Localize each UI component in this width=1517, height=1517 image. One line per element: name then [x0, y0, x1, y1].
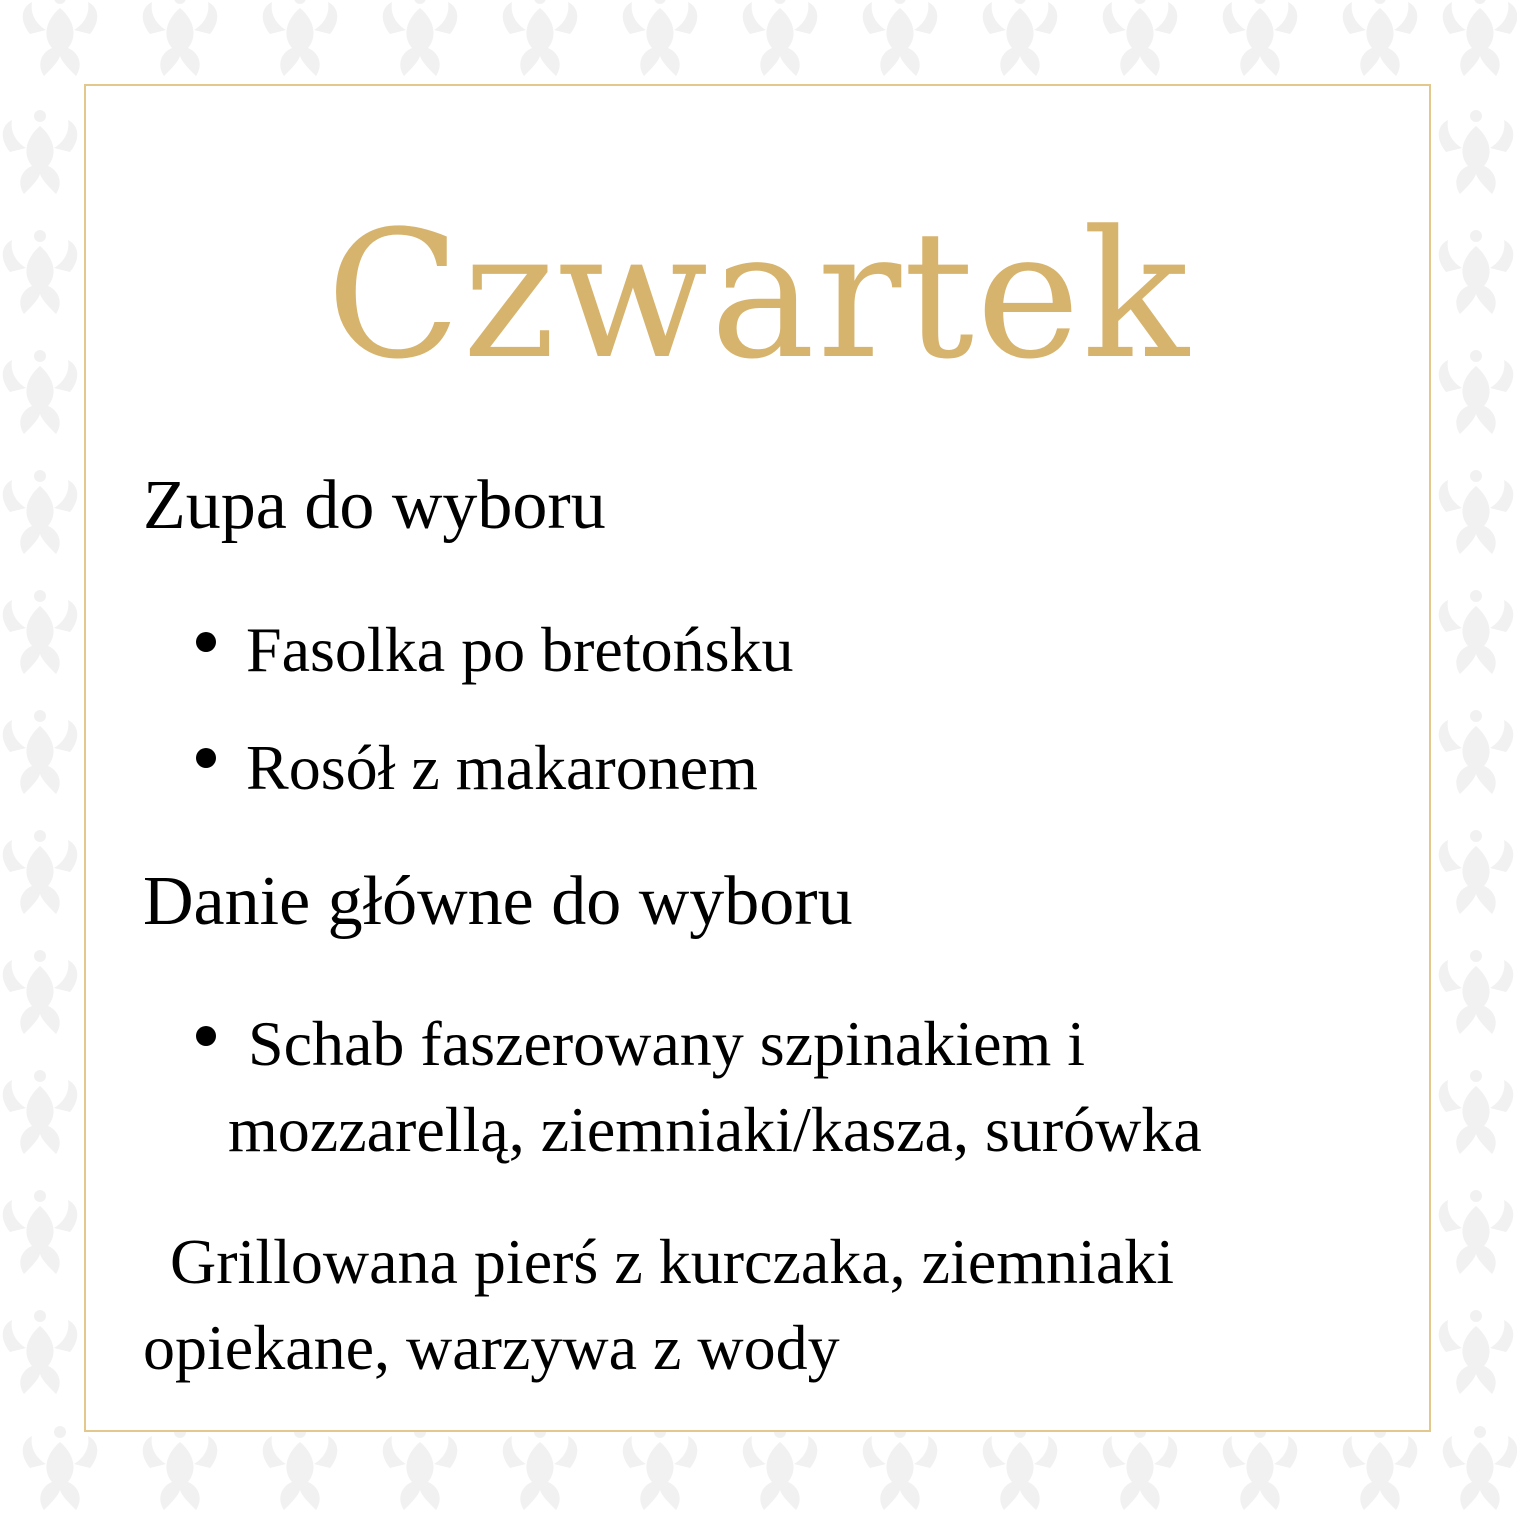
bullet-icon [196, 1026, 216, 1046]
soup-item-1: Fasolka po bretońsku [246, 614, 794, 685]
bullet-icon [196, 632, 216, 652]
main-course-heading: Danie główne do wyboru [143, 863, 853, 940]
day-title: Czwartek [326, 193, 1191, 398]
soup-item-2: Rosół z makaronem [246, 732, 758, 803]
main-item-1-line-1: Schab faszerowany szpinakiem i [248, 1008, 1086, 1079]
main-item-2-line-1: Grillowana pierś z kurczaka, ziemniaki [170, 1226, 1174, 1297]
main-item-1-line-2: mozzarellą, ziemniaki/kasza, surówka [228, 1094, 1202, 1165]
main-item-2-line-2: opiekane, warzywa z wody [143, 1312, 840, 1383]
soup-heading: Zupa do wyboru [143, 467, 606, 544]
bullet-icon [196, 748, 216, 768]
